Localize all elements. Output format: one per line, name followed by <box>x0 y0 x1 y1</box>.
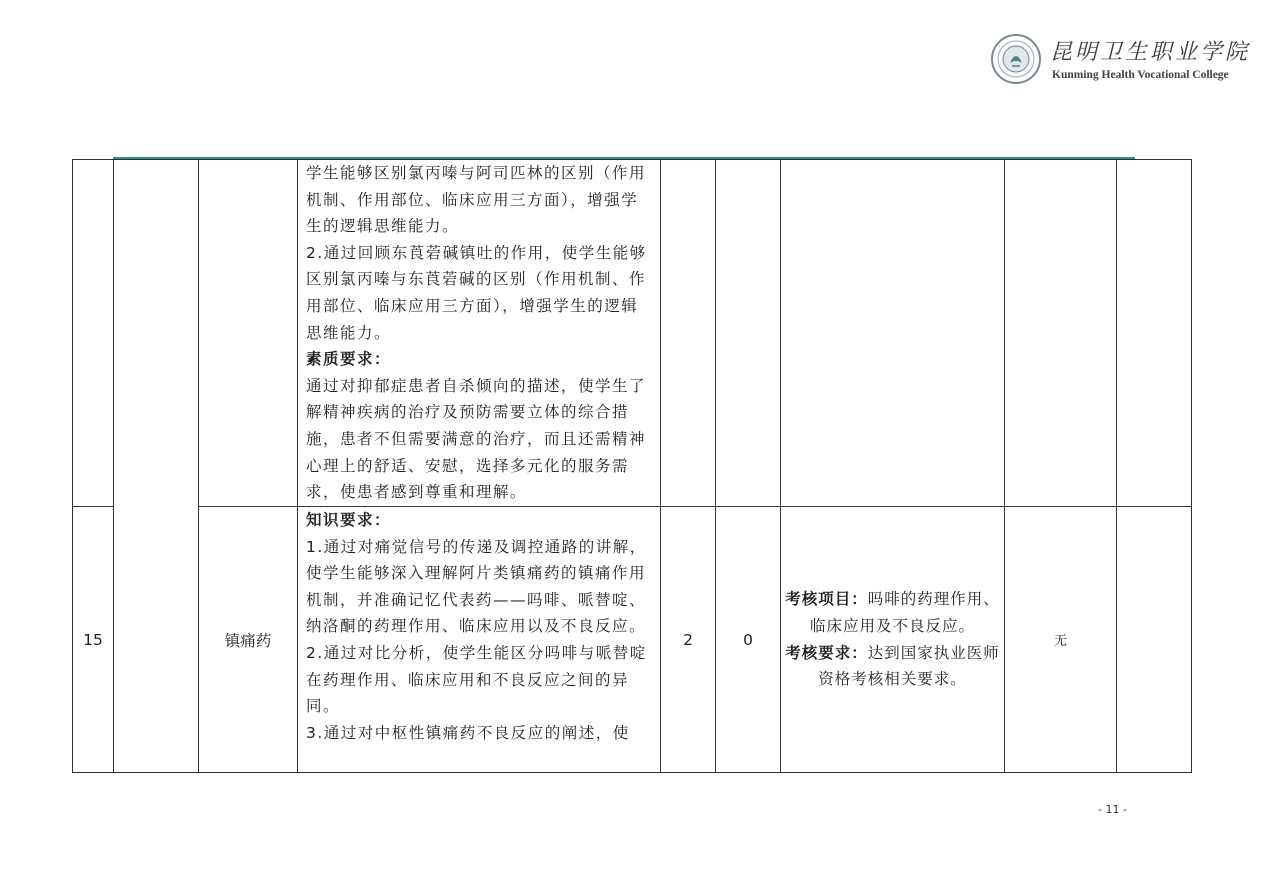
page-number: - 11 - <box>1098 803 1127 816</box>
objective-paragraph: 2.通过对比分析，使学生能区分吗啡与哌替啶在药理作用、临床应用和不良反应之间的异同。 <box>306 643 647 716</box>
remark-cell: 无 <box>1005 507 1117 773</box>
college-seal-icon <box>990 33 1042 85</box>
remark-cell <box>1005 160 1117 507</box>
objective-paragraph: 3.通过对中枢性镇痛药不良反应的阐述，使 <box>306 723 630 742</box>
knowledge-requirement-heading: 知识要求： <box>306 511 392 529</box>
module-cell <box>114 160 199 773</box>
objectives-cell <box>298 507 661 773</box>
logo-chinese-name: 昆明卫生职业学院 <box>1050 40 1251 65</box>
objectives-cell <box>298 160 661 507</box>
table-row <box>73 507 1192 773</box>
topic-cell: 镇痛药 <box>199 507 298 773</box>
theory-hours-cell <box>661 160 716 507</box>
assessment-cell <box>781 160 1005 507</box>
assessment-requirement-label: 考核要求： <box>785 643 868 662</box>
theory-hours-cell: 2 <box>661 507 716 773</box>
practice-hours-cell <box>716 160 781 507</box>
logo-english-name: Kunming Health Vocational College <box>1052 69 1229 81</box>
objective-paragraph: 通过对抑郁症患者自杀倾向的描述，使学生了解精神疾病的治疗及预防需要立体的综合措施，患者不但需要满意的治疗，而且还需精神心理上的舒适、安慰，选择多元化的服务需求，使患者感到尊重和理解。 <box>306 376 647 502</box>
assessment-requirement-text: 达到国家执业医师资格考核相关要求。 <box>818 643 1000 689</box>
practice-hours-cell: 0 <box>716 507 781 773</box>
table-row <box>73 160 1192 507</box>
assessment-item-text: 吗啡的药理作用、临床应用及不良反应。 <box>809 590 1000 635</box>
extra-cell <box>1117 160 1192 507</box>
extra-cell <box>1117 507 1192 773</box>
college-logo <box>990 33 1251 89</box>
row-number-cell: 15 <box>73 507 114 773</box>
objective-paragraph: 学生能够区别氯丙嗪与阿司匹林的区别（作用机制、作用部位、临床应用三方面），增强学生的逻辑思维能力。 <box>306 164 647 236</box>
objective-paragraph: 1.通过对痛觉信号的传递及调控通路的讲解，使学生能够深入理解阿片类镇痛药的镇痛作用机制，并准确记忆代表药——吗啡、哌替啶、纳洛酮的药理作用、临床应用以及不良反应。 <box>306 537 647 636</box>
quality-requirement-heading: 素质要求： <box>306 350 392 369</box>
topic-cell <box>199 160 298 507</box>
objective-paragraph: 2.通过回顾东莨菪碱镇吐的作用，使学生能够区别氯丙嗪与东莨菪碱的区别（作用机制、作用部位、临床应用三方面），增强学生的逻辑思维能力。 <box>306 243 647 342</box>
syllabus-table <box>72 159 1192 773</box>
assessment-item-label: 考核项目： <box>785 590 868 609</box>
assessment-cell <box>781 507 1005 773</box>
row-number-cell <box>73 160 114 507</box>
